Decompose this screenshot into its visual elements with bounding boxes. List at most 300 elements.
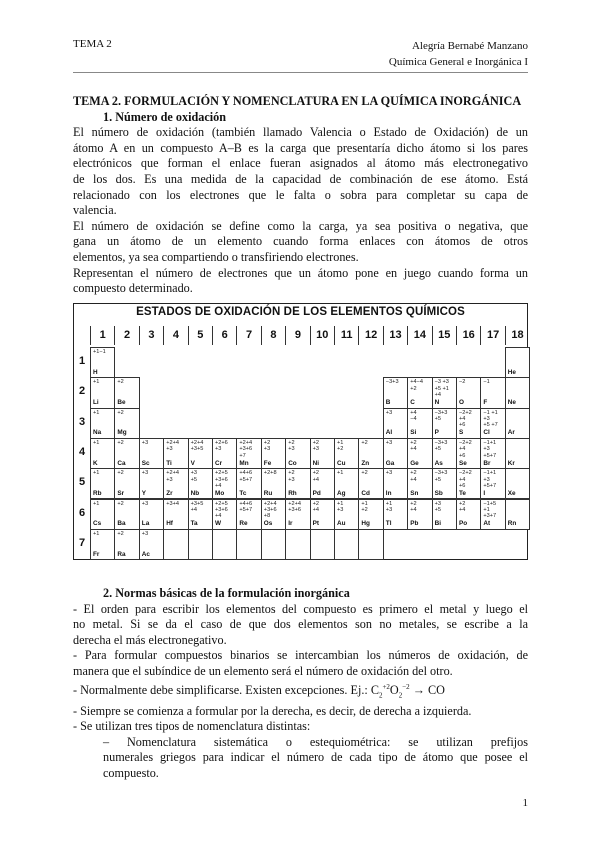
group-header-18: 18 [505,326,529,345]
element-symbol: W [215,520,222,528]
element-symbol: Ra [117,550,126,558]
paragraph-line: átomo A en un compuesto A–B es la carga que presentaría dicho átomo si los pares [73,140,528,155]
formula-superscript: −2 [402,682,410,691]
oxidation-states: +4−4 +2 [410,379,423,392]
element-cell-ta [188,499,213,530]
element-symbol: Nb [190,490,200,498]
rule-line: manera que el subíndice de un elemento será el número de oxidación del otro. [73,663,453,678]
element-symbol: Co [288,459,297,467]
element-symbol: Xe [507,490,516,498]
period-label-2: 2 [78,385,86,398]
element-symbol: Zn [361,459,370,467]
nomenclature-line: – Nomenclatura sistemática o estequiométrica: se utilizan prefijos [103,734,528,749]
element-cell-empty [163,529,188,560]
element-symbol: Ac [141,550,150,558]
period-label-6: 6 [78,506,86,519]
oxidation-states: −3+3 +5 [434,439,448,453]
section-2 [73,586,528,782]
oxidation-states: +2 +4 [459,500,466,513]
element-cell-ca [114,438,139,469]
element-symbol: Sb [434,490,443,498]
element-symbol: At [483,520,491,528]
element-symbol: Sn [410,490,419,498]
oxidation-states: −1 +1 +3 +5 +7 [483,409,498,429]
element-cell-fe [261,438,286,469]
element-symbol: Os [263,520,273,528]
oxidation-states: +2 +3 [263,439,271,453]
element-symbol: Fr [93,550,100,558]
element-cell-ag [334,468,359,499]
element-symbol: Sc [141,459,150,467]
paragraph-2 [73,219,528,266]
element-symbol: Hg [361,520,370,528]
group-header-11: 11 [334,326,358,345]
element-symbol: As [434,459,443,467]
element-cell-zn [358,438,383,469]
oxidation-states: +2+4 +3+6 +7 [239,439,253,459]
paragraph-line: El número de oxidación se define como la carga, ya sea positiva o negativa, que [73,218,528,233]
oxidation-states: +1 [93,439,100,446]
element-cell-ru [261,468,286,499]
oxidation-states: +1 [93,470,100,477]
element-cell-mg [114,408,139,439]
element-symbol: Ag [337,490,346,498]
element-cell-empty [212,529,237,560]
element-cell-empty [285,529,310,560]
oxidation-states: +4+6 +5+7 [239,500,253,513]
oxidation-states: +2 +4 [312,470,319,483]
element-symbol: P [434,429,439,437]
oxidation-states: −2+2 +4 +6 [459,470,472,489]
element-cell-cs [90,499,115,530]
oxidation-states: −2 [459,379,466,386]
element-cell-c [407,377,432,408]
oxidation-states: −2+2 +4 +6 [459,439,472,459]
page-number: 1 [522,797,528,809]
oxidation-states: +3 [385,439,393,446]
element-cell-as [432,438,457,469]
element-symbol: Ca [117,459,126,467]
element-cell-xe [505,468,530,499]
paragraph-line: elementos, ya sea compartiendo o transfiriendo electrones. [73,249,359,264]
rule-line: derecha el más electronegativo. [73,632,227,647]
element-symbol: Cu [337,459,346,467]
period-label-3: 3 [78,415,86,428]
section-1-heading: 1. Número de oxidación [103,109,227,124]
paragraph-line: electrónicos que forman el enlace fueran asignados al átomo más electronegativo [73,156,528,171]
group-header-6: 6 [212,326,236,345]
element-symbol: K [93,459,98,467]
rule-line: no metal. Si se da el caso de que dos elementos son no metales, se escribe a la [73,617,528,632]
document-title: TEMA 2. FORMULACIÓN Y NOMENCLATURA EN LA QUÍMICA INORGÁNICA [73,94,522,108]
oxidation-states: +4 −4 [410,409,417,422]
element-symbol: Ta [190,520,198,528]
oxidation-states: +1 [93,409,100,416]
group-header-1: 1 [90,326,114,345]
element-cell-ir [285,499,310,530]
oxidation-states: +3 +5 [434,500,441,513]
element-cell-cr [212,438,237,469]
element-cell-cd [358,468,383,499]
paragraph-1 [73,125,528,219]
group-header-7: 7 [236,326,260,345]
element-cell-pb [407,499,432,530]
element-cell-empty [310,529,335,560]
element-symbol: Bi [434,520,441,528]
element-cell-at [480,499,505,530]
oxidation-states: +2 +4 [410,470,417,483]
element-cell-s [456,408,481,439]
oxidation-states: −3+3 +5 [434,470,448,483]
element-cell-la [139,499,164,530]
element-symbol: He [507,368,516,376]
element-cell-tc [236,468,261,499]
oxidation-states: +1 [337,470,344,477]
element-cell-ge [407,438,432,469]
header-author: Alegría Bernabé Manzano [411,40,528,52]
oxidation-states: +2+4 +3 [166,439,179,453]
element-symbol: Tl [385,520,392,528]
element-symbol: Rn [507,520,517,528]
element-cell-ni [310,438,335,469]
element-symbol: Ba [117,520,126,528]
element-cell-empty [261,529,286,560]
element-cell-empty [188,529,213,560]
element-cell-na [90,408,115,439]
element-cell-sc [139,438,164,469]
element-cell-te [456,468,481,499]
element-cell-hg [358,499,383,530]
oxidation-states: +2+5 +3+6 +4 [215,470,228,489]
oxidation-states: +2+4 +3+5 [190,439,204,453]
element-cell-empty [236,529,261,560]
element-cell-cl [480,408,505,439]
element-cell-rh [285,468,310,499]
element-cell-rb [90,468,115,499]
element-cell-nb [188,468,213,499]
formula-element: O [389,682,399,697]
rule-5: - Se utilizan tres tipos de nomenclatura distintas: [73,719,311,734]
oxidation-states: +3+4 [166,500,179,507]
oxidation-states: −1+1 +3 +5+7 [483,470,497,489]
element-cell-au [334,499,359,530]
formula-result: → CO [409,682,445,697]
group-header-2: 2 [114,326,138,345]
oxidation-states: +3+5 +4 [190,500,204,513]
element-cell-k [90,438,115,469]
element-cell-ne [505,377,530,408]
element-cell-po [456,499,481,530]
rule-4: - Siempre se comienza a formular por la derecha, es decir, de derecha a izquierda. [73,703,472,718]
group-header-10: 10 [310,326,334,345]
element-symbol: H [93,368,98,376]
group-header-12: 12 [358,326,382,345]
element-symbol: Te [459,490,466,498]
element-cell-tl [383,499,408,530]
element-cell-w [212,499,237,530]
oxidation-states: +1 +2 [337,439,344,453]
element-cell-he [505,347,530,378]
oxidation-states: +2+5 +3+6 +4 [215,500,228,520]
element-symbol: Rb [93,490,102,498]
header-divider [73,72,528,73]
element-symbol: Na [93,429,102,437]
element-symbol: Cd [361,490,370,498]
header-topic: TEMA 2 [73,38,112,50]
element-cell-o [456,377,481,408]
element-symbol: Pt [312,520,319,528]
period-label-5: 5 [78,476,86,489]
paragraph-line: gana un átomo de un elemento cuando forma enlaces con átomos de otros [73,234,528,249]
element-symbol: V [190,459,195,467]
oxidation-states: +3 [141,530,149,537]
oxidation-states: +2 +4 [312,500,319,513]
oxidation-states: +1 [93,379,100,386]
element-symbol: Ne [507,399,516,407]
oxidation-states: +3 +5 [190,470,197,483]
element-symbol: Ga [385,459,395,467]
oxidation-states: +2+6 +3 [215,439,228,453]
paragraph-line: compuesto determinado. [73,281,193,296]
header-author-block [389,38,528,70]
element-symbol: In [385,490,392,498]
element-cell-bi [432,499,457,530]
element-cell-f [480,377,505,408]
group-header-3: 3 [139,326,163,345]
element-cell-mn [236,438,261,469]
element-symbol: B [385,399,391,407]
element-symbol: Be [117,399,126,407]
oxidation-states: +1 +3 [385,500,393,513]
element-symbol: I [483,490,486,498]
oxidation-states: −2+2 +4 +6 [459,409,472,429]
oxidation-states: +2 [117,379,124,386]
element-symbol: Li [93,399,99,407]
formula-subscript: 2 [378,691,383,700]
element-cell-be [114,377,139,408]
oxidation-states: +1 [93,500,100,507]
element-symbol: Si [410,429,417,437]
element-cell-y [139,468,164,499]
element-symbol: Ir [288,520,293,528]
element-symbol: N [434,399,440,407]
element-symbol: F [483,399,488,407]
element-cell-rn [505,499,530,530]
oxidation-states: −1+5 +1 +3+7 [483,500,497,520]
rule-3-text: - Normalmente debe simplificarse. Existen excepciones. Ej.: C [73,682,379,697]
element-symbol: Br [483,459,491,467]
element-symbol: Ni [312,459,319,467]
oxidation-states: −1 [483,379,490,386]
oxidation-states: +2 [117,439,124,446]
element-cell-sr [114,468,139,499]
element-cell-empty [358,529,383,560]
group-header-15: 15 [432,326,456,345]
element-symbol: Ge [410,459,419,467]
rule-2 [73,648,528,679]
oxidation-states: −3+3 [385,379,399,386]
element-cell-os [261,499,286,530]
oxidation-states: +2 +4 [410,500,417,513]
element-cell-pd [310,468,335,499]
element-cell-sb [432,468,457,499]
element-symbol: S [459,429,464,437]
element-cell-cu [334,438,359,469]
oxidation-states: +1 +2 [361,500,368,513]
element-cell-hf [163,499,188,530]
element-cell-al [383,408,408,439]
oxidation-states: +2+4 +3 [166,470,179,483]
element-symbol: Pd [312,490,321,498]
element-cell-kr [505,438,530,469]
oxidation-states: +2 [361,470,368,477]
oxidation-states: +3 [385,470,393,477]
formula-superscript: +2 [382,682,390,691]
element-cell-pt [310,499,335,530]
element-cell-si [407,408,432,439]
oxidation-states: +2 +3 [288,470,295,483]
paragraph-line: de los dos. Es una medida de la capacidad de combinación de ese átomo. Está [73,171,528,186]
element-symbol: Mn [239,459,249,467]
element-cell-ac [139,529,164,560]
element-symbol: Ti [166,459,172,467]
oxidation-states: +1 [93,530,100,537]
element-symbol: Mg [117,429,127,437]
oxidation-states-table [73,303,528,560]
element-cell-br [480,438,505,469]
element-cell-re [236,499,261,530]
element-symbol: Po [459,520,468,528]
formula-subscript: 2 [398,691,403,700]
group-header-5: 5 [188,326,212,345]
period-label-1: 1 [78,355,86,367]
element-cell-v [188,438,213,469]
oxidation-states: +1 +3 [337,500,344,513]
element-cell-li [90,377,115,408]
oxidation-states: +2 +4 [410,439,417,453]
element-symbol: Cs [93,520,102,528]
rule-3 [73,680,528,704]
nomenclature-line: compuesto. [103,766,159,781]
element-symbol: Sr [117,490,125,498]
element-symbol: Se [459,459,467,467]
element-cell-i [480,468,505,499]
paragraph-line: El número de oxidación (también llamado Valencia o Estado de Oxidación) de un [73,125,528,140]
rule-1 [73,602,528,649]
oxidation-states: +2+8 [263,470,277,477]
element-symbol: Au [337,520,346,528]
element-symbol: Pb [410,520,419,528]
oxidation-states: +3 [141,500,149,507]
oxidation-states: +2 [117,500,124,507]
element-cell-se [456,438,481,469]
element-symbol: Ru [263,490,273,498]
oxidation-states: +2+4 +3+6 +8 [263,500,277,520]
oxidation-states: +3 [141,470,149,477]
element-symbol: Y [141,490,147,498]
paragraph-3 [73,266,528,297]
element-cell-h [90,347,115,378]
element-symbol: Mo [215,490,225,498]
oxidation-states: +2 +3 [288,439,295,453]
element-symbol: Re [239,520,248,528]
element-symbol: Fe [263,459,272,467]
oxidation-states: +2+4 +3+6 [288,500,301,513]
rule-line: - Para formular compuestos binarios se intercambian los números de oxidación, de [73,648,528,663]
oxidation-states: +4+6 +5+7 [239,470,253,483]
group-header-14: 14 [407,326,431,345]
element-symbol: Tc [239,490,247,498]
oxidation-states: +2 +3 [312,439,319,453]
element-symbol: Kr [507,459,515,467]
element-cell-fr [90,529,115,560]
element-symbol: O [459,399,464,407]
period-label-7: 7 [78,536,86,549]
element-cell-n [432,377,457,408]
element-cell-empty [334,529,359,560]
element-symbol: Cl [483,429,490,437]
header-course: Química General e Inorgánica I [388,56,528,68]
element-cell-b [383,377,408,408]
section-2-heading: 2. Normas básicas de la formulación inorgánica [103,586,350,600]
group-header-9: 9 [285,326,309,345]
paragraph-line: valencia. [73,203,117,218]
element-cell-ba [114,499,139,530]
element-cell-ga [383,438,408,469]
oxidation-states: −1+1 +3 +5+7 [483,439,497,459]
group-header-8: 8 [261,326,285,345]
group-header-4: 4 [163,326,187,345]
element-symbol: Zr [166,490,173,498]
oxidation-states: +3 [385,409,393,416]
oxidation-states: +2 [117,530,124,537]
rule-line: - El orden para escribir los elementos del compuesto es primero el metal y luego el [73,601,528,616]
element-symbol: Al [385,429,393,437]
section-1 [73,94,528,297]
group-header-16: 16 [456,326,480,345]
oxidation-states: +1−1 [93,349,106,355]
element-cell-zr [163,468,188,499]
group-header-17: 17 [480,326,504,345]
oxidation-states: +2 [117,409,124,416]
oxidation-states: +2 [361,439,368,446]
table-title: ESTADOS DE OXIDACIÓN DE LOS ELEMENTOS QUÍMICOS [136,306,465,318]
element-cell-ar [505,408,530,439]
element-symbol: Hf [166,520,173,528]
paragraph-line: relacionado con los electrones que le falta o sobra para completar su capa de [73,187,528,202]
oxidation-states: +3 [141,439,149,446]
element-symbol: La [141,520,150,528]
oxidation-states: −3 +3 +5 +1 +4 [434,379,449,399]
oxidation-states: +2 [117,470,124,477]
element-cell-sn [407,468,432,499]
group-header-13: 13 [383,326,407,345]
paragraph-line: Representan el número de electrones que un átomo pone en juego cuando forma un [73,265,528,280]
element-cell-mo [212,468,237,499]
nomenclature-line: numerales griegos para indicar el número de cada tipo de átomo que posee el [103,750,528,765]
period-label-4: 4 [78,445,86,458]
element-symbol: Cr [215,459,223,467]
element-cell-ra [114,529,139,560]
element-symbol: Rh [288,490,297,498]
element-cell-ti [163,438,188,469]
element-symbol: C [410,399,415,407]
oxidation-states: −3+3 +5 [434,409,448,422]
element-cell-in [383,468,408,499]
element-cell-co [285,438,310,469]
element-cell-p [432,408,457,439]
element-symbol: Ar [507,429,515,437]
